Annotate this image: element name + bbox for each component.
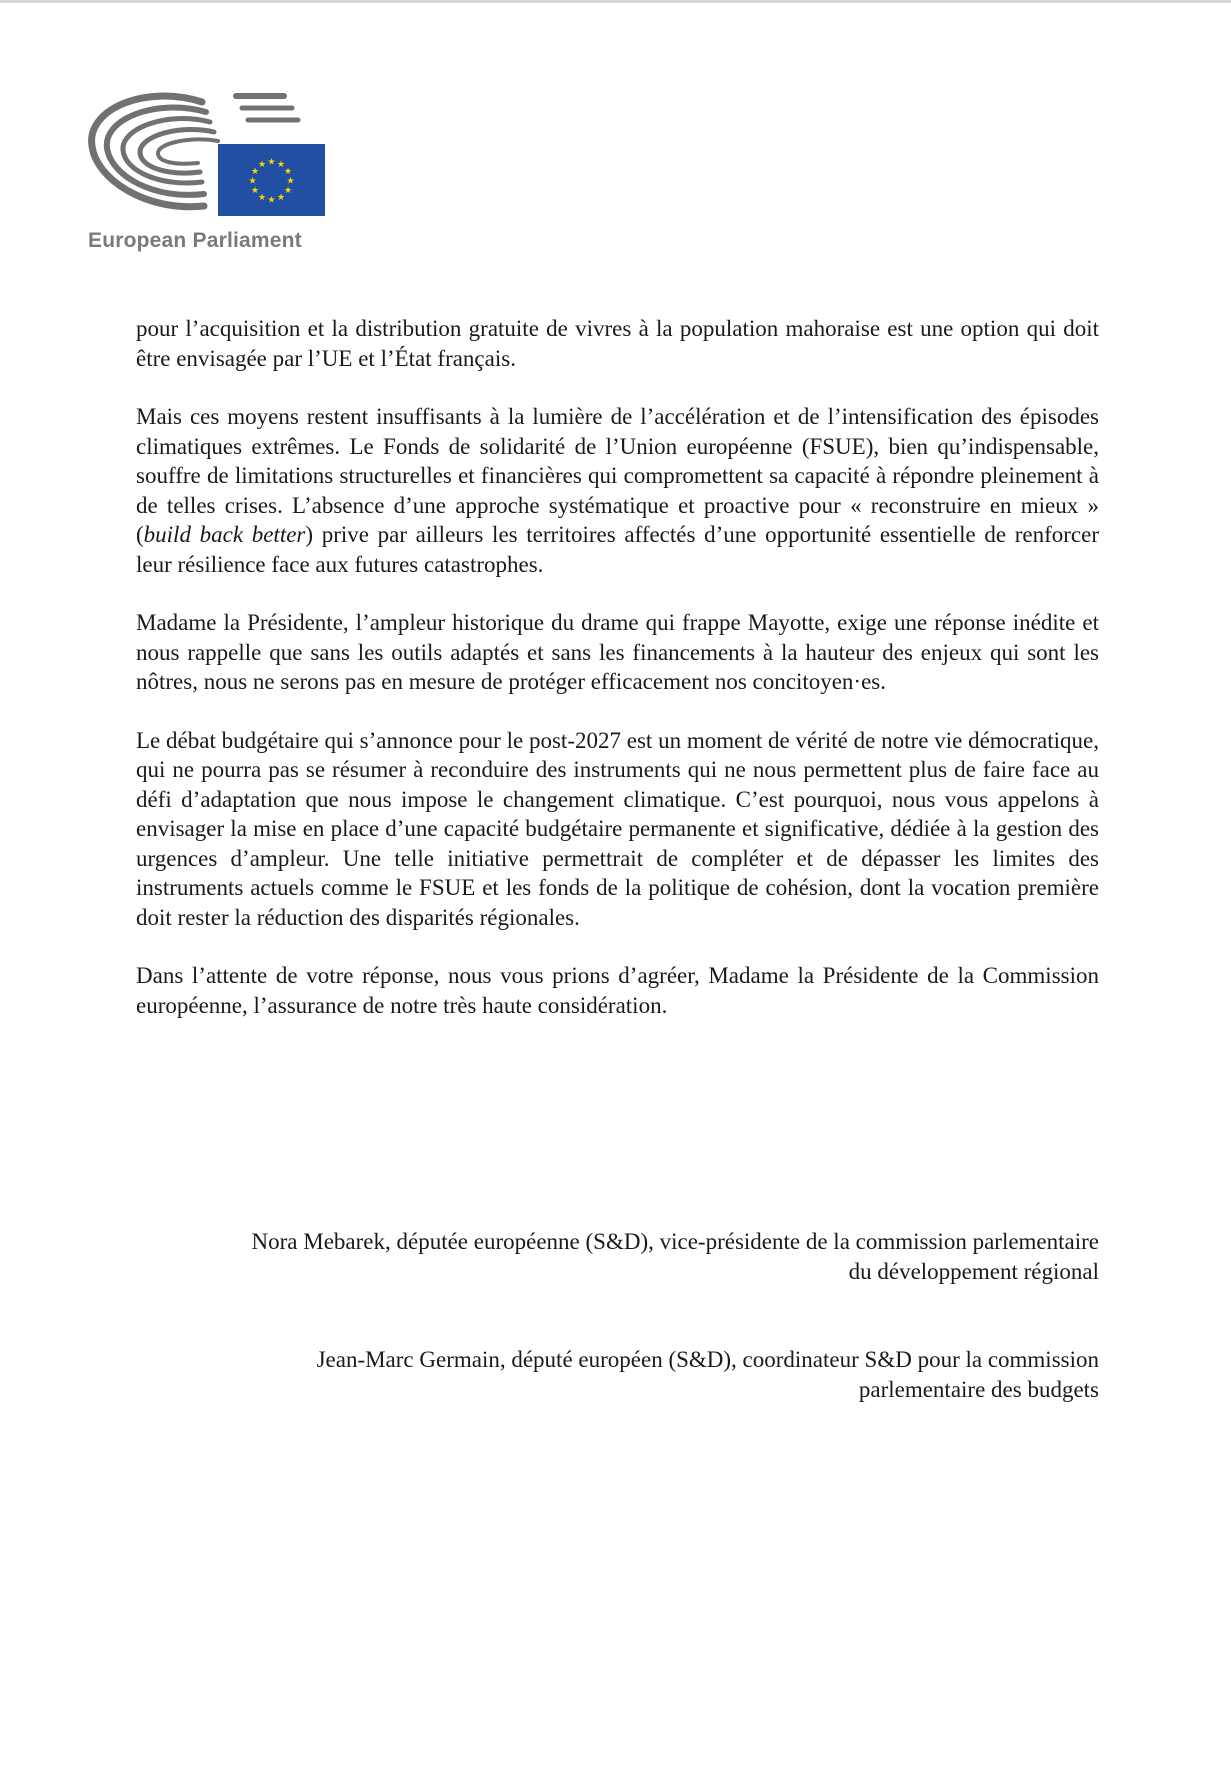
signature-2 [119,1345,1099,1404]
svg-text:★: ★ [248,176,257,187]
svg-text:★: ★ [283,167,293,177]
signature-1 [119,1227,1099,1286]
paragraph-3: Madame la Présidente, l’ampleur historique du drame qui frappe Mayotte, exige une réponse inédite et nous rappelle que sans les outils adaptés et sans les financements à la hauteur des enjeux qui sont les nôtres, nous ne serons pas en mesure de protéger efficacement nos concitoyen·es. [136,610,1099,694]
svg-text:★: ★ [250,186,260,196]
signature-2-line-2: parlementaire des budgets [858,1376,1099,1402]
svg-text:★: ★ [257,193,267,203]
hemicycle-icon [86,84,331,229]
svg-text:★: ★ [286,176,295,187]
signature-1-line-2: du développement régional [848,1258,1099,1284]
top-border [0,0,1231,3]
svg-text:★: ★ [250,167,260,177]
svg-text:★: ★ [267,195,276,206]
svg-text:★: ★ [276,160,286,170]
svg-text:★: ★ [276,193,286,203]
svg-text:★: ★ [267,157,276,168]
signature-2-line-1: Jean-Marc Germain, député européen (S&D), coordinateur S&D pour la commission [316,1347,1099,1372]
paragraph-2-italic: build back better [143,522,306,547]
svg-text:★: ★ [257,160,267,170]
signature-1-line-1: Nora Mebarek, députée européenne (S&D), vice-présidente de la commission parlementaire [251,1229,1099,1254]
paragraph-2-text-b: ) prive par ailleurs les territoires affectés d’une opportunité essentielle de renforcer leur résilience face aux futures catastrophes. [136,522,1099,577]
european-parliament-logo [86,84,331,259]
svg-text:★: ★ [283,186,293,196]
paragraph-5: Dans l’attente de votre réponse, nous vous prions d’agréer, Madame la Présidente de la Commission européenne, l’assurance de notre très haute considération. [136,963,1099,1018]
paragraph-2 [136,402,1099,579]
letter-body [136,314,1099,1049]
paragraph-4: Le débat budgétaire qui s’annonce pour le post-2027 est un moment de vérité de notre vie démocratique, qui ne pourra pas se résumer à reconduire des instruments qui ne nous permettent plus de faire face au défi d’adaptation que nous impose le changement climatique. C’est pourquoi, nous vous appelons à envisager la mise en place d’une capacité budgétaire permanente et significative, dédiée à la gestion des urgences d’ampleur. Une telle initiative permettrait de compléter et de dépasser les limites des instruments actuels comme le FSUE et les fonds de la politique de cohésion, dont la vocation première doit rester la réduction des disparités régionales. [136,727,1099,930]
logo-text: European Parliament [88,229,302,252]
paragraph-2-text-a: Mais ces moyens restent insuffisants à la lumière de l’accélération et de l’intensification des épisodes climatiques extrêmes. Le Fonds de solidarité de l’Union européenne (FSUE), bien qu’indispensable, souffre de limitations structurelles et financières qui compromettent sa capacité à répondre pleinement à de telles crises. L’absence d’une approche systématique et proactive pour « reconstruire en mieux » ( [136,404,1099,547]
paragraph-1: pour l’acquisition et la distribution gratuite de vivres à la population mahoraise est une option qui doit être envisagée par l’UE et l’État français. [136,316,1099,371]
